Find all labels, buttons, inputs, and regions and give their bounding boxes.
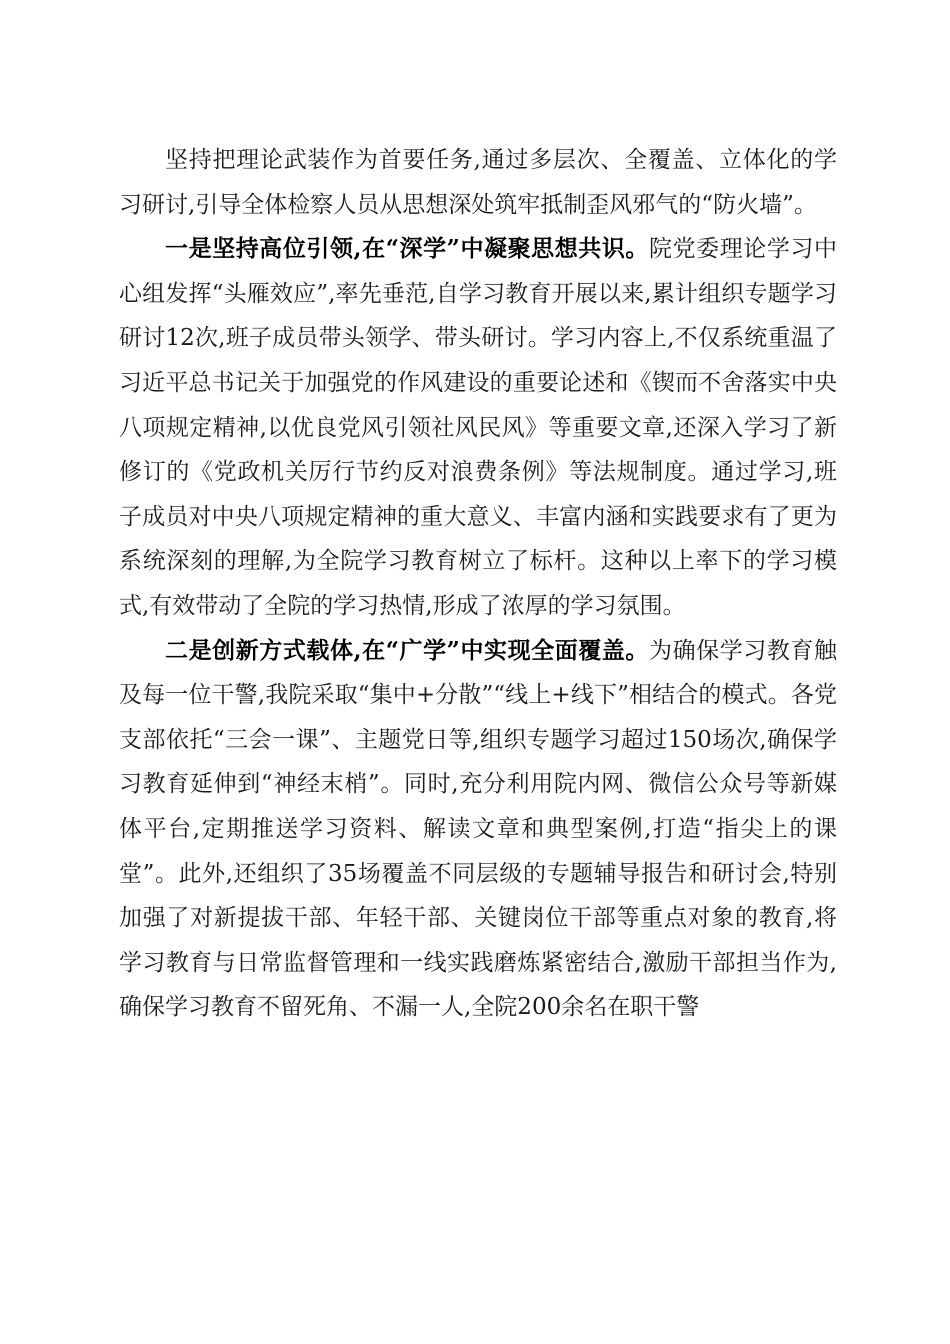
paragraph-lead-heading: 二是创新方式载体,在“广学”中实现全面覆盖。 bbox=[165, 636, 650, 664]
document-body bbox=[119, 138, 837, 1030]
paragraph-text: 坚持把理论武装作为首要任务,通过多层次、全覆盖、立体化的学习研讨,引导全体检察人员从思想深处筑牢抵制歪风邪气的“防火墙”。 bbox=[119, 147, 837, 218]
paragraph-lead-heading: 一是坚持高位引领,在“深学”中凝聚思想共识。 bbox=[165, 235, 650, 263]
paragraph-intro bbox=[119, 138, 837, 227]
paragraph-text: 为确保学习教育触及每一位干警,我院采取“集中+分散”“线上+线下”相结合的模式。各党支部依托“三会一课”、主题党日等,组织专题学习超过150场次,确保学习教育延伸到“神经末梢”。同时,充分利用院内网、微信公众号等新媒体平台,定期推送学习资料、解读文章和典型案例,打造“指尖上的课堂”。此外,还组织了35场覆盖不同层级的专题辅导报告和研讨会,特别加强了对新提拔干部、年轻干部、关键岗位干部等重点对象的教育,将学习教育与日常监督管理和一线实践磨炼紧密结合,激励干部担当作为,确保学习教育不留死角、不漏一人,全院200余名在职干警 bbox=[119, 637, 838, 1021]
paragraph-text: 院党委理论学习中心组发挥“头雁效应”,率先垂范,自学习教育开展以来,累计组织专题学习研讨12次,班子成员带头领学、带头研讨。学习内容上,不仅系统重温了习近平总书记关于加强党的作风建设的重要论述和《锲而不舍落实中央八项规定精神,以优良党风引领社风民风》等重要文章,还深入学习了新修订的《党政机关厉行节约反对浪费条例》等法规制度。通过学习,班子成员对中央八项规定精神的重大意义、丰富内涵和实践要求有了更为系统深刻的理解,为全院学习教育树立了标杆。这种以上率下的学习模式,有效带动了全院的学习热情,形成了浓厚的学习氛围。 bbox=[119, 236, 838, 619]
paragraph-point-two bbox=[119, 629, 837, 1030]
paragraph-point-one bbox=[119, 227, 837, 628]
